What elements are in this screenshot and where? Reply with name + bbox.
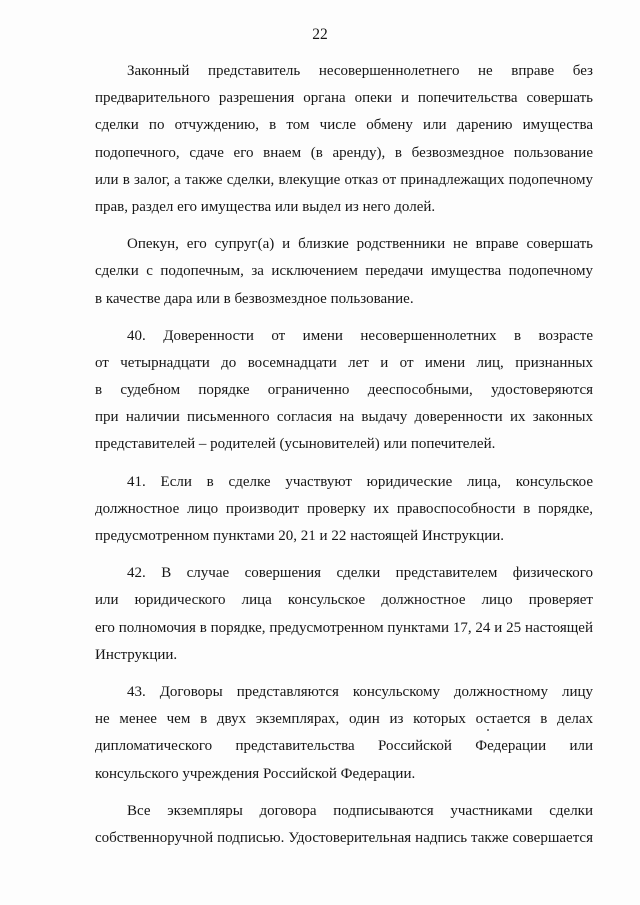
text-line: от четырнадцати до восемнадцати лет и от имени лиц, признанных [95, 354, 593, 371]
text-line: предварительного разрешения органа опеки и попечительства совершать [95, 90, 593, 107]
text-line: собственноручной подписью. Удостоверительная надпись также совершается [95, 829, 593, 846]
text-line: сделки по отчуждению, в том числе обмену или дарению имущества [95, 117, 593, 134]
text-line: Все экземпляры договора подписываются участниками сделки [127, 802, 593, 819]
text-line: 43. Договоры представляются консульскому должностному лицу [127, 683, 593, 700]
text-line: должностное лицо производит проверку их правоспособности в порядке, [95, 500, 593, 517]
text-line: при наличии письменного согласия на выдачу доверенности их законных [95, 409, 593, 426]
text-line: представителей – родителей (усыновителей) или попечителей. [95, 436, 496, 453]
page-number: 22 [312, 26, 328, 43]
text-line: его полномочия в порядке, предусмотренном пунктами 17, 24 и 25 настоящей [95, 619, 593, 636]
text-line: 41. Если в сделке участвуют юридические лица, консульское [127, 473, 593, 490]
text-line: подопечного, сдаче его внаем (в аренду), в безвозмездное пользование [95, 144, 593, 161]
text-line: 40. Доверенности от имени несовершеннолетних в возрасте [127, 327, 593, 344]
document-body [95, 58, 593, 862]
text-line: 42. В случае совершения сделки представителем физического [127, 565, 593, 582]
text-line: не менее чем в двух экземплярах, один из которых остается в делах [95, 711, 593, 728]
paragraph-40-powers-of-attorney [95, 323, 593, 459]
paragraph-42-representative [95, 560, 593, 669]
paragraph-41-legal-entities [95, 469, 593, 551]
text-line: прав, раздел его имущества или выдел из него долей. [95, 198, 436, 215]
text-line: сделки с подопечным, за исключением передачи имущества подопечному [95, 263, 593, 280]
text-line: предусмотренном пунктами 20, 21 и 22 настоящей Инструкции. [95, 528, 505, 544]
text-line: Опекун, его супруг(а) и близкие родственники не вправе совершать [127, 236, 593, 253]
text-line: или юридического лица консульское должностное лицо проверяет [95, 592, 593, 609]
text-line: консульского учреждения Российской Федерации. [95, 765, 416, 782]
paragraph-legal-representative [95, 58, 593, 221]
paragraph-43-contracts [95, 679, 593, 788]
text-line: в судебном порядке ограниченно дееспособными, удостоверяются [95, 382, 593, 399]
text-line: Инструкции. [95, 646, 178, 663]
text-line: Законный представитель несовершеннолетнего не вправе без [127, 63, 593, 79]
text-line: дипломатического представительства Российской Федерации или [95, 738, 593, 755]
text-line: в качестве дара или в безвозмездное пользование. [95, 290, 414, 307]
paragraph-signatures [95, 798, 593, 852]
text-line: или в залог, а также сделки, влекущие отказ от принадлежащих подопечному [95, 171, 593, 188]
paragraph-guardian [95, 231, 593, 313]
scan-speck [487, 729, 489, 731]
